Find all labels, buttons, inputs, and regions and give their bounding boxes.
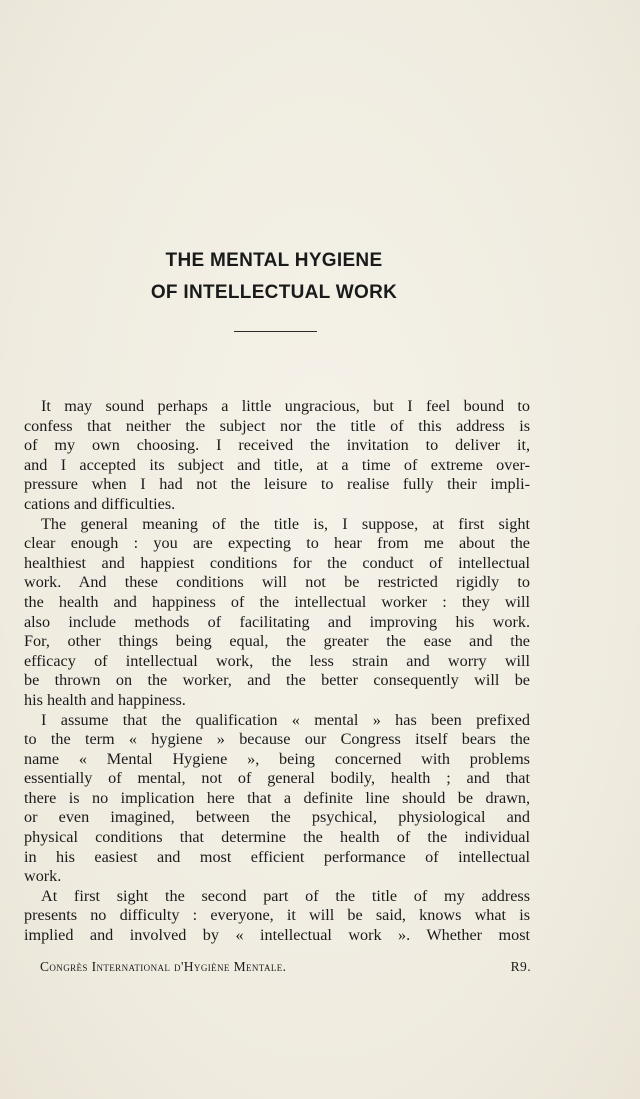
text-line: It may sound perhaps a little ungracious, but I feel bound to — [41, 397, 530, 415]
text-line: confess that neither the subject nor the title of this address is — [24, 416, 530, 435]
text-line: there is no implication here that a definite line should be drawn, — [24, 788, 530, 807]
article-body — [24, 397, 530, 946]
text-line: physical conditions that determine the health of the individual — [24, 828, 530, 847]
text-line: be thrown on the worker, and the better consequently will be — [24, 671, 530, 690]
text-line: For, other things being equal, the greater the ease and the — [24, 632, 530, 651]
text-line: his health and happiness. — [24, 690, 186, 709]
text-line: The general meaning of the title is, I suppose, at first sight — [41, 514, 530, 533]
text-line: and I accepted its subject and title, at a time of extreme over- — [24, 455, 530, 474]
text-line: or even imagined, between the psychical, physiological and — [24, 808, 530, 827]
text-line: of my own choosing. I received the invitation to deliver it, — [24, 436, 530, 455]
text-line: work. — [24, 867, 62, 886]
text-line: in his easiest and most efficient performance of intellectual — [24, 847, 530, 866]
paragraph — [24, 711, 530, 887]
text-line: work. And these conditions will not be restricted rigidly to — [24, 573, 530, 592]
title-divider-rule — [234, 331, 317, 332]
text-line: healthiest and happiest conditions for the conduct of intellectual — [24, 553, 530, 572]
paragraph — [24, 887, 530, 946]
text-line: clear enough : you are expecting to hear from me about the — [24, 534, 530, 553]
paragraph — [24, 397, 530, 515]
text-line: essentially of mental, not of general bodily, health ; and that — [24, 769, 530, 788]
printer-signature-mark: R9. — [510, 959, 531, 974]
article-title-line-1: THE MENTAL HYGIENE — [165, 250, 383, 271]
text-line: also include methods of facilitating and improving his work. — [24, 612, 530, 631]
text-line: to the term « hygiene » because our Congress itself bears the — [24, 730, 530, 749]
text-line: efficacy of intellectual work, the less strain and worry will — [24, 651, 530, 670]
paragraph — [24, 515, 530, 711]
text-line: the health and happiness of the intellectual worker : they will — [24, 592, 530, 611]
text-line: implied and involved by « intellectual work ». Whether most — [24, 926, 530, 945]
text-line: At first sight the second part of the title of my address — [41, 886, 530, 905]
text-line: presents no difficulty : everyone, it will be said, knows what is — [24, 906, 530, 925]
text-line: I assume that the qualification « mental » has been prefixed — [41, 710, 530, 729]
article-title-line-2: OF INTELLECTUAL WORK — [150, 282, 398, 303]
journal-name: Congrès International d'Hygiène Mentale. — [40, 959, 287, 974]
text-line: pressure when I had not the leisure to realise fully their impli- — [24, 475, 530, 494]
text-line: name « Mental Hygiene », being concerned with problems — [24, 749, 530, 768]
text-line: cations and difficulties. — [24, 494, 176, 513]
